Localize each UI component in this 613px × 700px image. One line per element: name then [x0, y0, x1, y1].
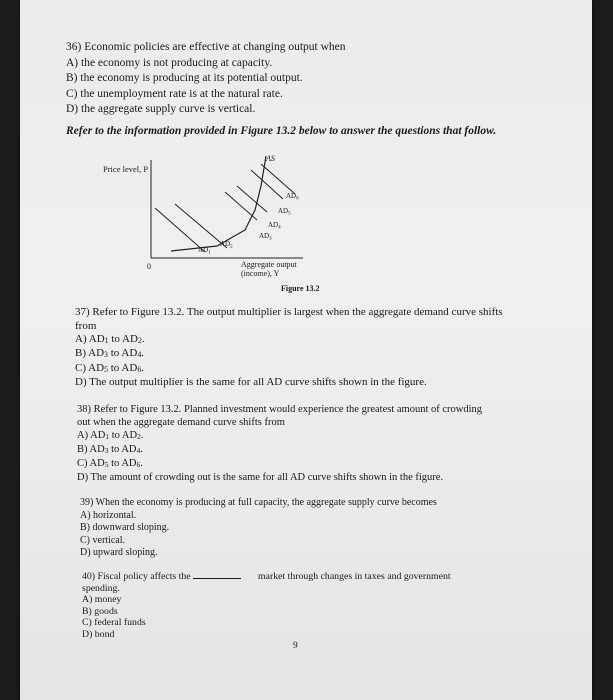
question-stem-line1: 37) Refer to Figure 13.2. The output multiplier is largest when the aggregate demand curve shifts — [75, 306, 503, 318]
option-c: C) federal funds — [82, 617, 146, 628]
option-a: A) horizontal. — [80, 509, 137, 521]
page-number: 9 — [293, 641, 298, 651]
ad5-curve — [251, 170, 283, 199]
x-axis-label-line1: Aggregate output — [241, 260, 297, 269]
question-stem: 36) Economic policies are effective at changing output when — [66, 41, 346, 53]
question-39 — [80, 497, 437, 560]
question-stem-line1: 40) Fiscal policy affects the — [82, 571, 241, 583]
question-40 — [82, 571, 241, 640]
question-stem-line2: spending. — [82, 582, 120, 594]
figure-caption: Figure 13.2 — [281, 284, 320, 293]
as-label: AS — [266, 154, 275, 163]
option-b: B) downward sloping. — [80, 522, 170, 533]
ad6-label: $AD_6$ — [286, 192, 299, 202]
ad2-label: $AD_2$ — [220, 240, 233, 250]
option-c: C) the unemployment rate is at the natural rate. — [66, 87, 283, 100]
ad4-curve — [237, 186, 267, 212]
y-axis-label: Price level, P — [103, 164, 149, 174]
option-d: D) The amount of crowding out is the same for all AD curve shifts shown in the figure. — [77, 471, 444, 483]
option-c: C) AD5 to AD6. — [75, 361, 145, 374]
x-axis-label-line2: (income), Y — [241, 269, 280, 278]
ad4-label: $AD_4$ — [268, 221, 281, 231]
option-a: A) the economy is not producing at capacity. — [66, 56, 273, 69]
option-b: B) AD3 to AD4. — [77, 443, 143, 455]
option-c: C) vertical. — [80, 534, 125, 546]
question-stem: 39) When the economy is producing at full capacity, the aggregate supply curve becomes — [80, 497, 437, 508]
option-b: B) goods — [82, 605, 118, 617]
option-d: D) bond — [82, 628, 115, 640]
option-a: A) AD1 to AD2. — [75, 333, 145, 345]
ad5-label: $AD_5$ — [278, 207, 291, 217]
option-b: B) AD3 to AD4. — [75, 347, 145, 360]
question-37 — [75, 306, 503, 390]
ad1-label: $AD_1$ — [198, 246, 211, 256]
question-38 — [77, 403, 482, 484]
ad3-curve — [225, 192, 257, 220]
question-stem-line1: 38) Refer to Figure 13.2. Planned investment would experience the greatest amount of crowding — [77, 404, 483, 415]
option-b: B) the economy is producing at its potential output. — [66, 72, 303, 84]
fill-in-blank — [193, 578, 241, 579]
option-d: D) The output multiplier is the same for all AD curve shifts shown in the figure. — [75, 376, 427, 389]
ad6-curve — [261, 164, 295, 194]
option-c: C) AD5 to AD6. — [77, 457, 143, 469]
option-a: A) AD1 to AD2. — [77, 430, 144, 441]
option-d: D) upward sloping. — [80, 547, 158, 558]
question-36 — [66, 40, 346, 118]
origin-label: 0 — [147, 262, 151, 271]
question-stem-line2: from — [75, 319, 97, 332]
figure-13-2 — [95, 148, 355, 298]
option-a: A) money — [82, 594, 122, 605]
refer-instruction: Refer to the information provided in Figure 13.2 below to answer the questions that follow. — [66, 125, 497, 137]
question-stem-line2: out when the aggregate demand curve shifts from — [77, 417, 285, 428]
question-stem-continuation: market through changes in taxes and government — [258, 571, 451, 582]
ad3-label: $AD_3$ — [259, 232, 272, 242]
option-d: D) the aggregate supply curve is vertical. — [66, 103, 256, 115]
